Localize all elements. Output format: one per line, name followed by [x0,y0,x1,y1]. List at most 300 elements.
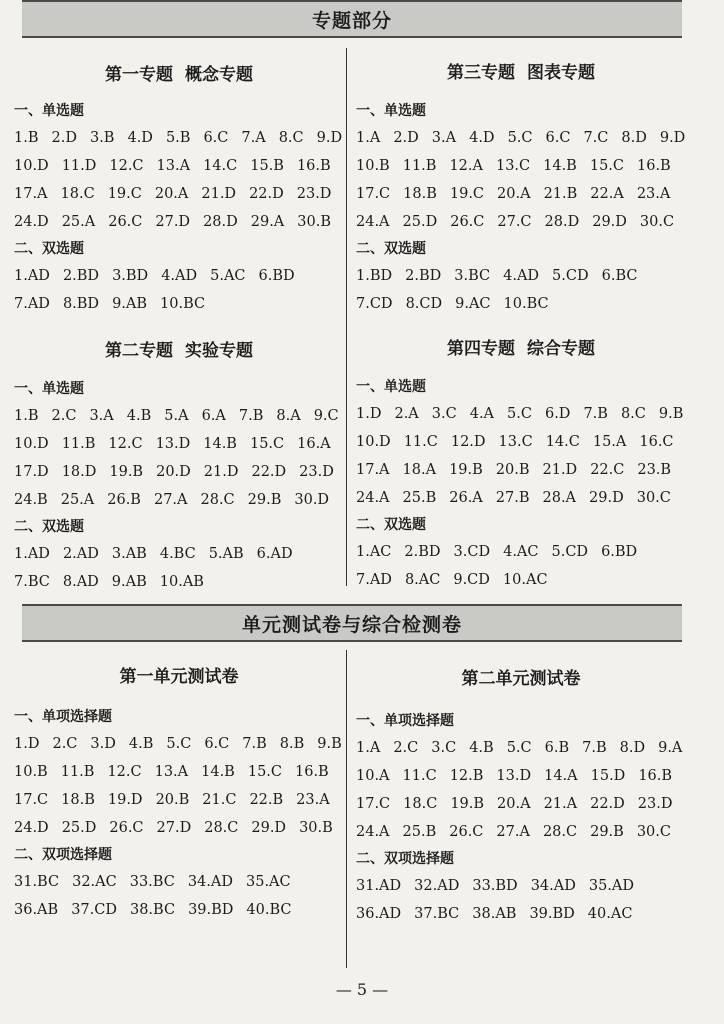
answer-item: 12.C [109,158,144,174]
answer-item: 24.A [356,824,390,840]
double-choice-label: 二、双选题 [356,241,426,257]
answer-item: 4.B [469,740,494,756]
answer-item: 19.B [449,462,483,478]
answer-item: 28.D [544,214,580,230]
answer-item: 16.B [295,764,329,780]
answer-item: 37.CD [71,902,117,918]
answer-item: 8.A [276,408,301,424]
answer-item: 15.B [250,158,284,174]
answer-item: 5.AB [208,546,244,562]
answer-item: 4.B [128,736,154,752]
single-choice-answers [14,402,344,514]
answer-row [14,208,344,236]
answer-item: 25.A [60,492,95,508]
answer-item: 24.A [356,214,390,230]
answer-item: 19.B [109,464,144,480]
answer-item: 5.B [165,130,191,146]
answer-item: 29.B [590,824,624,840]
answer-row [356,124,686,152]
answer-item: 7.B [582,740,607,756]
answer-item: 25.A [61,214,96,230]
answer-item: 27.A [496,824,530,840]
answer-item: 2.BD [404,544,441,560]
answer-item: 16.C [639,434,674,450]
answer-item: 29.A [250,214,285,230]
topic-title: 第四专题 综合专题 [447,339,595,359]
answer-item: 1.BD [356,268,393,284]
answer-item: 4.AD [161,268,198,284]
topic-title: 第三专题 图表专题 [447,63,595,83]
answer-item: 9.B [658,406,684,422]
single-choice-answers [14,730,344,842]
answer-item: 10.AC [502,572,548,588]
answer-item: 21.B [543,186,578,202]
answer-item: 4.D [469,130,495,146]
answer-item: 6.BD [601,544,638,560]
answer-item: 4.B [126,408,152,424]
answer-row [356,456,686,484]
answer-item: 13.D [496,768,532,784]
answer-item: 17.C [14,792,49,808]
answer-item: 30.D [294,492,330,508]
answer-item: 10.A [356,768,390,784]
answer-item: 16.B [638,768,673,784]
answer-item: 24.D [14,820,49,836]
answer-item: 22.A [590,186,624,202]
answer-item: 9.D [659,130,686,146]
answer-item: 28.A [542,490,577,506]
single-choice-label: 一、单项选择题 [356,713,454,729]
answer-item: 6.AD [256,546,293,562]
answer-item: 10.AB [159,574,204,590]
answer-item: 21.A [543,796,578,812]
answer-item: 3.D [90,736,116,752]
answer-row [14,758,344,786]
answer-row [356,818,686,846]
answer-row [356,762,686,790]
answer-item: 6.BC [601,268,638,284]
answer-item: 35.AC [246,874,291,890]
answer-item: 18.D [61,464,97,480]
unit-title: 第一单元测试卷 [119,667,239,687]
answer-item: 38.AB [472,906,517,922]
answer-item: 22.D [249,186,284,202]
answer-item: 5.CD [551,544,589,560]
answer-item: 2.A [394,406,419,422]
answer-item: 27.D [156,820,192,836]
answer-item: 35.AD [588,878,635,894]
answer-row [356,900,686,928]
answer-item: 39.BD [188,902,234,918]
answer-item: 3.C [431,740,457,756]
answer-item: 2.BD [405,268,442,284]
answer-item: 26.A [449,490,483,506]
answer-item: 36.AD [356,906,402,922]
answer-item: 18.C [403,796,438,812]
answer-item: 21.D [542,462,578,478]
answer-item: 7.B [242,736,267,752]
answer-item: 9.AC [455,296,491,312]
answer-item: 14.B [543,158,577,174]
answer-item: 8.B [279,736,305,752]
answer-item: 28.D [203,214,238,230]
double-choice-label: 二、双项选择题 [14,847,112,863]
double-choice-answers [356,538,686,594]
single-choice-label: 一、单项选择题 [14,709,112,725]
answer-item: 5.CD [552,268,589,284]
section-banner-topics: 专题部分 [22,0,682,38]
single-choice-label: 一、单选题 [14,103,84,119]
double-choice-label: 二、双选题 [14,241,84,257]
answer-item: 23.D [299,464,334,480]
unit-block [14,662,344,924]
answer-item: 29.B [247,492,282,508]
answer-row [14,730,344,758]
answer-item: 10.D [356,434,391,450]
answer-item: 1.D [14,736,40,752]
answer-item: 22.B [249,792,284,808]
answer-item: 10.B [356,158,390,174]
answer-item: 12.B [449,768,484,784]
answer-item: 11.C [403,434,438,450]
answer-item: 6.BD [258,268,295,284]
answer-row [14,814,344,842]
answer-item: 22.D [251,464,287,480]
answer-item: 6.C [203,130,229,146]
answer-item: 23.B [637,462,672,478]
answer-item: 16.A [297,436,331,452]
answer-item: 25.B [402,490,437,506]
answer-item: 26.C [109,820,144,836]
answer-item: 37.BC [414,906,460,922]
answer-item: 1.AD [14,546,50,562]
answer-item: 9.AB [112,296,148,312]
answer-item: 24.B [14,492,48,508]
answer-item: 31.AD [356,878,402,894]
answer-item: 7.AD [356,572,392,588]
answer-row [14,430,344,458]
answer-item: 6.C [545,130,571,146]
answer-item: 33.BD [472,878,518,894]
answer-item: 27.C [497,214,532,230]
answer-item: 15.D [590,768,626,784]
single-choice-label: 一、单选题 [356,379,426,395]
double-choice-answers [14,540,344,596]
answer-item: 17.A [14,186,48,202]
answer-item: 15.C [249,436,285,452]
answer-item: 8.BD [62,296,100,312]
column-divider-top [346,48,347,586]
answer-item: 32.AD [414,878,460,894]
answer-item: 5.C [506,740,532,756]
answer-item: 32.AC [72,874,117,890]
page-number: — 5 — [335,980,389,999]
answer-item: 19.D [107,792,143,808]
double-choice-answers [356,262,686,318]
answer-item: 23.D [296,186,332,202]
answer-item: 23.A [636,186,671,202]
answer-item: 2.C [393,740,419,756]
answer-item: 1.B [14,408,39,424]
answer-item: 17.C [356,796,391,812]
answer-row [356,180,686,208]
topic-block [356,334,686,594]
double-choice-label: 二、双选题 [356,517,426,533]
answer-row [14,402,344,430]
answer-item: 2.C [51,408,77,424]
answer-row [14,152,344,180]
answer-item: 18.B [403,186,437,202]
single-choice-label: 一、单选题 [14,381,84,397]
answer-item: 26.C [449,824,484,840]
answer-item: 5.C [166,736,192,752]
answer-item: 10.D [14,158,49,174]
answer-item: 13.C [495,158,531,174]
answer-item: 27.A [153,492,188,508]
answer-item: 8.CD [405,296,443,312]
answer-item: 9.C [313,408,339,424]
answer-item: 7.A [241,130,266,146]
answer-item: 16.B [637,158,671,174]
answer-item: 10.D [14,436,49,452]
answer-item: 4.D [127,130,153,146]
answer-item: 14.B [203,436,237,452]
answer-item: 2.D [51,130,77,146]
double-choice-answers [356,872,686,928]
answer-item: 15.C [247,764,282,780]
topic-block [14,336,344,596]
answer-item: 3.A [89,408,114,424]
answer-row [356,290,686,318]
answer-item: 11.B [402,158,437,174]
answer-row [14,290,344,318]
answer-item: 27.B [495,490,530,506]
answer-item: 20.A [497,796,531,812]
answer-row [356,790,686,818]
answer-item: 23.A [296,792,330,808]
answer-item: 15.A [592,434,627,450]
answer-row [14,786,344,814]
answer-item: 24.D [14,214,49,230]
answer-item: 17.D [14,464,49,480]
answer-row [356,208,686,236]
single-choice-answers [356,124,686,236]
answer-item: 9.D [316,130,343,146]
answer-item: 25.D [402,214,438,230]
answer-item: 20.A [497,186,531,202]
double-choice-answers [14,868,344,924]
answer-item: 21.D [203,464,239,480]
answer-row [14,262,344,290]
answer-item: 5.A [164,408,189,424]
answer-item: 12.C [108,436,143,452]
answer-item: 26.C [450,214,485,230]
answer-item: 8.AD [62,574,99,590]
answer-item: 24.A [356,490,390,506]
answer-item: 6.B [544,740,570,756]
answer-item: 4.AC [503,544,539,560]
answer-item: 40.BC [246,902,292,918]
answer-item: 36.AB [14,902,59,918]
answer-item: 20.A [154,186,189,202]
single-choice-answers [356,734,686,846]
answer-item: 33.BC [129,874,175,890]
answer-item: 17.A [356,462,390,478]
answer-item: 5.C [507,406,532,422]
answer-row [14,568,344,596]
answer-row [356,484,686,512]
topic-block [356,58,686,318]
answer-item: 34.AD [187,874,233,890]
answer-item: 30.B [299,820,333,836]
answer-item: 14.A [544,768,578,784]
answer-item: 9.B [317,736,342,752]
answer-item: 1.A [356,130,381,146]
answer-item: 8.D [621,130,647,146]
answer-item: 20.B [155,792,190,808]
answer-item: 21.C [202,792,237,808]
answer-item: 3.AB [111,546,147,562]
section-banner-unit-tests: 单元测试卷与综合检测卷 [22,604,682,642]
single-choice-answers [14,124,344,236]
answer-item: 7.C [583,130,609,146]
answer-item: 17.C [356,186,391,202]
answer-item: 5.AC [210,268,246,284]
double-choice-answers [14,262,344,318]
answer-item: 38.BC [129,902,176,918]
answer-item: 3.BD [112,268,149,284]
answer-item: 7.AD [14,296,50,312]
answer-item: 12.D [450,434,486,450]
answer-item: 26.B [107,492,141,508]
answer-item: 8.C [620,406,646,422]
answer-row [356,152,686,180]
answer-item: 11.C [402,768,437,784]
answer-item: 25.D [61,820,97,836]
answer-item: 7.CD [356,296,393,312]
answer-item: 30.C [636,490,671,506]
answer-item: 3.A [431,130,457,146]
answer-item: 10.BC [160,296,206,312]
answer-item: 9.AB [111,574,147,590]
answer-item: 4.BC [159,546,196,562]
answer-item: 22.D [590,796,625,812]
answer-item: 11.B [61,436,96,452]
column-divider-bottom [346,650,347,968]
answer-item: 14.B [201,764,235,780]
unit-title: 第二单元测试卷 [461,669,581,689]
answer-item: 7.B [238,408,264,424]
answer-item: 6.C [204,736,230,752]
answer-item: 21.D [201,186,237,202]
answer-item: 29.D [589,490,624,506]
answer-item: 2.BD [62,268,100,284]
answer-item: 40.AC [587,906,633,922]
answer-item: 1.AC [356,544,392,560]
answer-item: 13.D [155,436,191,452]
answer-row [14,540,344,568]
answer-item: 9.CD [453,572,490,588]
answer-item: 30.B [297,214,331,230]
answer-item: 15.C [589,158,624,174]
answer-item: 9.A [658,740,683,756]
answer-row [356,872,686,900]
answer-item: 2.C [52,736,78,752]
answer-item: 19.C [449,186,485,202]
answer-item: 12.C [107,764,142,780]
topic-title: 第二专题 实验专题 [105,341,253,361]
answer-item: 7.BC [14,574,50,590]
answer-item: 19.C [107,186,142,202]
answer-row [356,538,686,566]
answer-row [356,262,686,290]
answer-item: 6.D [544,406,571,422]
answer-item: 1.A [356,740,381,756]
answer-item: 16.B [296,158,331,174]
double-choice-label: 二、双项选择题 [356,851,454,867]
answer-item: 20.B [495,462,530,478]
answer-row [356,734,686,762]
answer-item: 20.D [156,464,191,480]
answer-row [356,428,686,456]
answer-row [14,458,344,486]
answer-item: 13.A [156,158,191,174]
answer-item: 29.D [592,214,627,230]
answer-item: 14.C [545,434,580,450]
single-choice-answers [356,400,686,512]
answer-item: 3.BC [454,268,491,284]
answer-item: 29.D [251,820,287,836]
answer-item: 39.BD [529,906,575,922]
answer-item: 8.D [619,740,646,756]
answer-item: 3.B [89,130,115,146]
topic-title: 第一专题 概念专题 [105,65,253,85]
answer-item: 1.D [356,406,382,422]
answer-row [14,896,344,924]
answer-item: 11.B [60,764,95,780]
answer-item: 22.C [590,462,625,478]
answer-item: 28.C [204,820,239,836]
answer-item: 11.D [61,158,97,174]
single-choice-label: 一、单选题 [356,103,426,119]
unit-block [356,664,686,928]
answer-item: 30.C [639,214,675,230]
answer-item: 10.B [14,764,48,780]
answer-item: 5.C [507,130,533,146]
answer-item: 12.A [449,158,483,174]
answer-row [14,868,344,896]
answer-item: 28.C [200,492,235,508]
answer-item: 31.BC [14,874,60,890]
answer-item: 19.B [450,796,485,812]
answer-item: 4.A [469,406,495,422]
answer-item: 18.B [61,792,95,808]
answer-item: 2.AD [62,546,99,562]
answer-item: 34.AD [530,878,576,894]
answer-item: 26.C [108,214,143,230]
answer-row [14,124,344,152]
answer-item: 27.D [155,214,191,230]
answer-item: 10.BC [503,296,549,312]
answer-item: 7.B [583,406,608,422]
answer-item: 4.AD [503,268,540,284]
answer-item: 1.B [14,130,39,146]
answer-item: 13.A [154,764,189,780]
topic-block [14,60,344,318]
answer-item: 18.C [60,186,95,202]
answer-item: 6.A [201,408,226,424]
answer-row [14,180,344,208]
